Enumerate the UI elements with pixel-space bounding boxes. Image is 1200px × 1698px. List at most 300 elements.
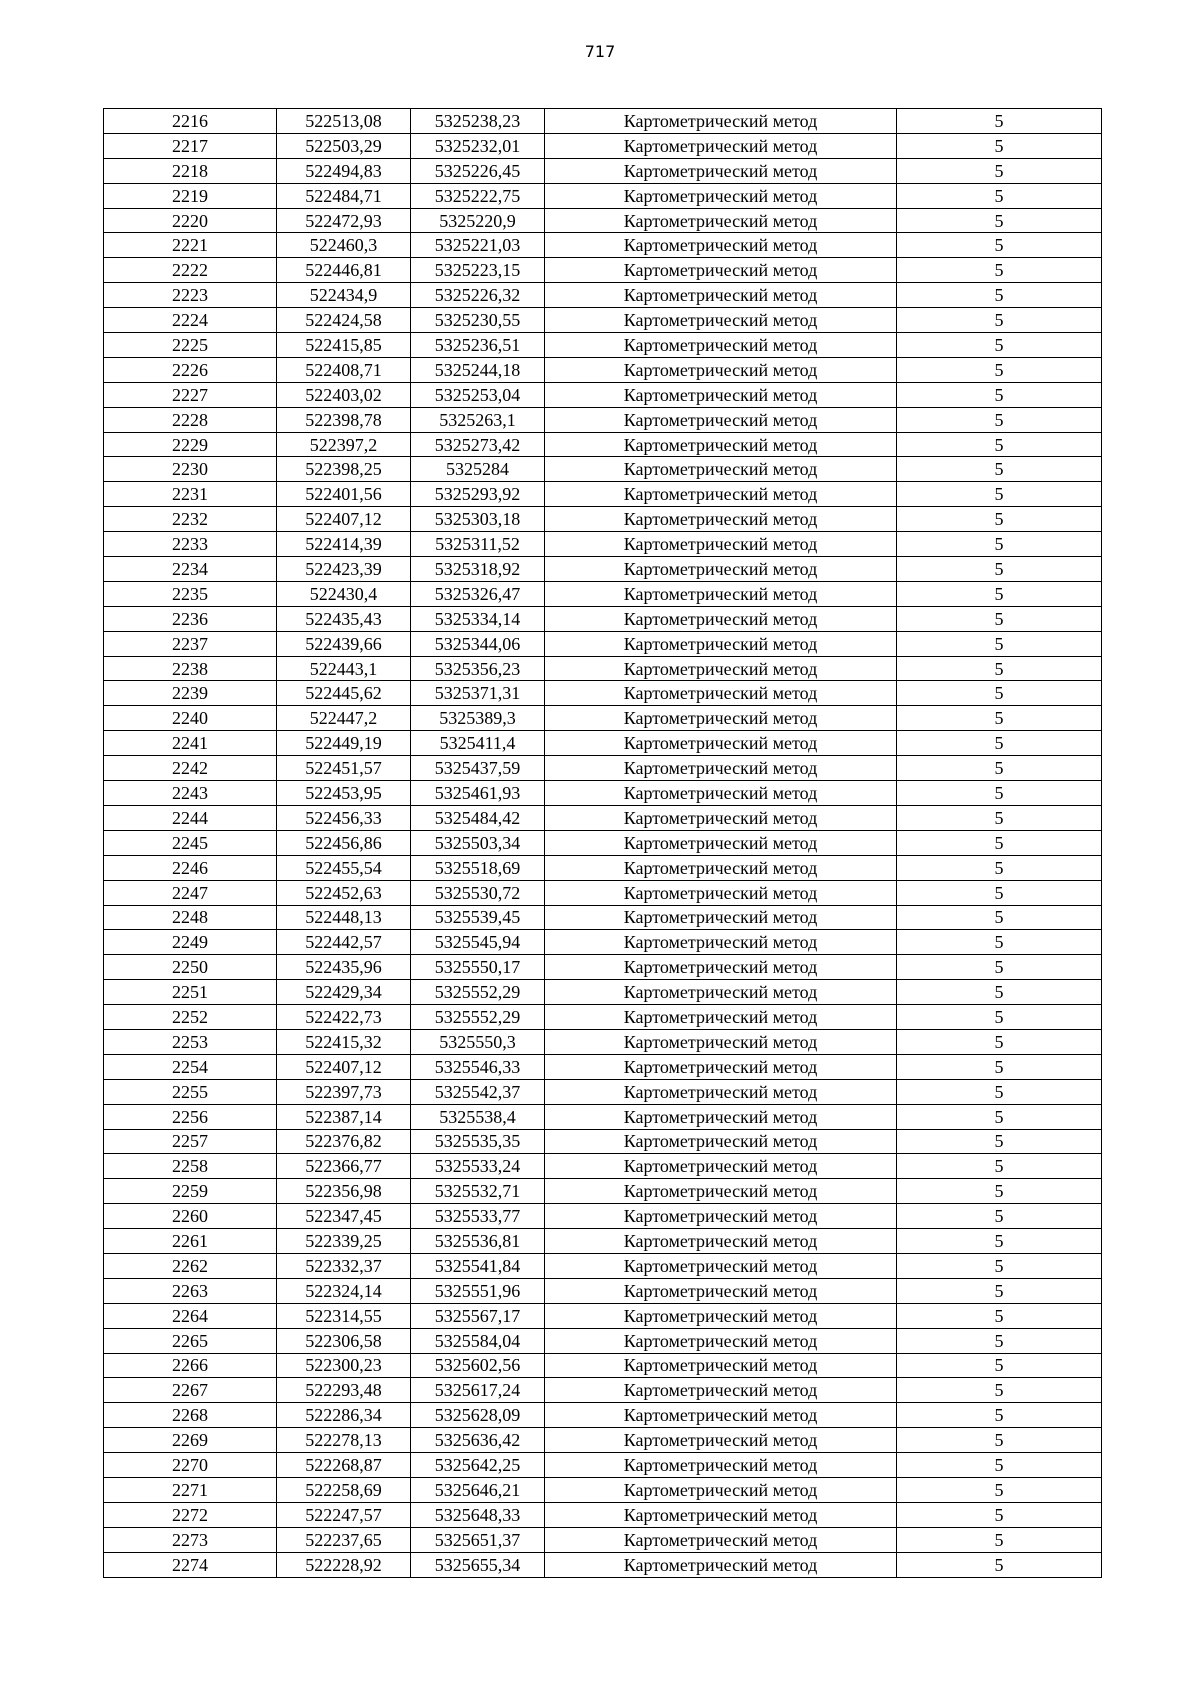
y-coordinate-cell: 5325533,24 [411, 1154, 545, 1179]
point-number-cell: 2216 [104, 109, 277, 134]
precision-cell: 5 [897, 606, 1102, 631]
y-coordinate-cell: 5325551,96 [411, 1278, 545, 1303]
point-number-cell: 2246 [104, 855, 277, 880]
table-row [104, 357, 1102, 382]
y-coordinate-cell: 5325344,06 [411, 631, 545, 656]
y-coordinate-cell: 5325226,32 [411, 283, 545, 308]
method-cell: Картометрический метод [545, 781, 897, 806]
table-row [104, 930, 1102, 955]
point-number-cell: 2239 [104, 681, 277, 706]
table-row [104, 1303, 1102, 1328]
precision-cell: 5 [897, 532, 1102, 557]
precision-cell: 5 [897, 1527, 1102, 1552]
point-number-cell: 2238 [104, 656, 277, 681]
method-cell: Картометрический метод [545, 1229, 897, 1254]
x-coordinate-cell: 522366,77 [277, 1154, 411, 1179]
y-coordinate-cell: 5325541,84 [411, 1253, 545, 1278]
method-cell: Картометрический метод [545, 333, 897, 358]
method-cell: Картометрический метод [545, 805, 897, 830]
precision-cell: 5 [897, 557, 1102, 582]
coordinates-table [103, 108, 1102, 1578]
table-row [104, 1278, 1102, 1303]
x-coordinate-cell: 522446,81 [277, 258, 411, 283]
y-coordinate-cell: 5325253,04 [411, 382, 545, 407]
x-coordinate-cell: 522408,71 [277, 357, 411, 382]
x-coordinate-cell: 522339,25 [277, 1229, 411, 1254]
precision-cell: 5 [897, 1179, 1102, 1204]
table-row [104, 980, 1102, 1005]
method-cell: Картометрический метод [545, 1253, 897, 1278]
table-row [104, 1378, 1102, 1403]
table-row [104, 1154, 1102, 1179]
method-cell: Картометрический метод [545, 1129, 897, 1154]
table-row [104, 706, 1102, 731]
point-number-cell: 2222 [104, 258, 277, 283]
y-coordinate-cell: 5325535,35 [411, 1129, 545, 1154]
table-row [104, 432, 1102, 457]
y-coordinate-cell: 5325461,93 [411, 781, 545, 806]
y-coordinate-cell: 5325484,42 [411, 805, 545, 830]
table-row [104, 333, 1102, 358]
point-number-cell: 2237 [104, 631, 277, 656]
precision-cell: 5 [897, 706, 1102, 731]
y-coordinate-cell: 5325230,55 [411, 308, 545, 333]
x-coordinate-cell: 522448,13 [277, 905, 411, 930]
point-number-cell: 2236 [104, 606, 277, 631]
method-cell: Картометрический метод [545, 532, 897, 557]
point-number-cell: 2244 [104, 805, 277, 830]
x-coordinate-cell: 522452,63 [277, 880, 411, 905]
table-row [104, 308, 1102, 333]
table-row [104, 208, 1102, 233]
point-number-cell: 2267 [104, 1378, 277, 1403]
method-cell: Картометрический метод [545, 1328, 897, 1353]
method-cell: Картометрический метод [545, 1378, 897, 1403]
table-row [104, 283, 1102, 308]
y-coordinate-cell: 5325552,29 [411, 1005, 545, 1030]
precision-cell: 5 [897, 1378, 1102, 1403]
method-cell: Картометрический метод [545, 208, 897, 233]
x-coordinate-cell: 522503,29 [277, 133, 411, 158]
point-number-cell: 2243 [104, 781, 277, 806]
precision-cell: 5 [897, 1453, 1102, 1478]
y-coordinate-cell: 5325303,18 [411, 507, 545, 532]
method-cell: Картометрический метод [545, 656, 897, 681]
coordinates-table-body [104, 109, 1102, 1578]
point-number-cell: 2256 [104, 1104, 277, 1129]
x-coordinate-cell: 522443,1 [277, 656, 411, 681]
y-coordinate-cell: 5325238,23 [411, 109, 545, 134]
precision-cell: 5 [897, 283, 1102, 308]
method-cell: Картометрический метод [545, 233, 897, 258]
method-cell: Картометрический метод [545, 930, 897, 955]
precision-cell: 5 [897, 1229, 1102, 1254]
table-row [104, 731, 1102, 756]
point-number-cell: 2274 [104, 1552, 277, 1577]
point-number-cell: 2265 [104, 1328, 277, 1353]
y-coordinate-cell: 5325334,14 [411, 606, 545, 631]
table-row [104, 905, 1102, 930]
y-coordinate-cell: 5325356,23 [411, 656, 545, 681]
x-coordinate-cell: 522415,32 [277, 1029, 411, 1054]
table-row [104, 1204, 1102, 1229]
y-coordinate-cell: 5325617,24 [411, 1378, 545, 1403]
method-cell: Картометрический метод [545, 731, 897, 756]
x-coordinate-cell: 522398,25 [277, 457, 411, 482]
precision-cell: 5 [897, 1253, 1102, 1278]
table-row [104, 1428, 1102, 1453]
y-coordinate-cell: 5325223,15 [411, 258, 545, 283]
method-cell: Картометрический метод [545, 955, 897, 980]
method-cell: Картометрический метод [545, 357, 897, 382]
precision-cell: 5 [897, 781, 1102, 806]
x-coordinate-cell: 522398,78 [277, 407, 411, 432]
method-cell: Картометрический метод [545, 382, 897, 407]
table-row [104, 1502, 1102, 1527]
method-cell: Картометрический метод [545, 681, 897, 706]
table-row [104, 1403, 1102, 1428]
point-number-cell: 2232 [104, 507, 277, 532]
point-number-cell: 2254 [104, 1054, 277, 1079]
y-coordinate-cell: 5325655,34 [411, 1552, 545, 1577]
x-coordinate-cell: 522435,43 [277, 606, 411, 631]
point-number-cell: 2223 [104, 283, 277, 308]
x-coordinate-cell: 522442,57 [277, 930, 411, 955]
precision-cell: 5 [897, 581, 1102, 606]
table-row [104, 606, 1102, 631]
x-coordinate-cell: 522332,37 [277, 1253, 411, 1278]
precision-cell: 5 [897, 457, 1102, 482]
precision-cell: 5 [897, 805, 1102, 830]
method-cell: Картометрический метод [545, 109, 897, 134]
table-row [104, 109, 1102, 134]
y-coordinate-cell: 5325552,29 [411, 980, 545, 1005]
x-coordinate-cell: 522347,45 [277, 1204, 411, 1229]
method-cell: Картометрический метод [545, 432, 897, 457]
precision-cell: 5 [897, 382, 1102, 407]
precision-cell: 5 [897, 357, 1102, 382]
point-number-cell: 2272 [104, 1502, 277, 1527]
y-coordinate-cell: 5325518,69 [411, 855, 545, 880]
point-number-cell: 2263 [104, 1278, 277, 1303]
point-number-cell: 2220 [104, 208, 277, 233]
point-number-cell: 2241 [104, 731, 277, 756]
x-coordinate-cell: 522324,14 [277, 1278, 411, 1303]
point-number-cell: 2227 [104, 382, 277, 407]
method-cell: Картометрический метод [545, 1005, 897, 1030]
precision-cell: 5 [897, 1104, 1102, 1129]
y-coordinate-cell: 5325584,04 [411, 1328, 545, 1353]
y-coordinate-cell: 5325232,01 [411, 133, 545, 158]
precision-cell: 5 [897, 631, 1102, 656]
method-cell: Картометрический метод [545, 1029, 897, 1054]
precision-cell: 5 [897, 183, 1102, 208]
precision-cell: 5 [897, 1552, 1102, 1577]
point-number-cell: 2260 [104, 1204, 277, 1229]
x-coordinate-cell: 522460,3 [277, 233, 411, 258]
y-coordinate-cell: 5325236,51 [411, 333, 545, 358]
point-number-cell: 2229 [104, 432, 277, 457]
table-row [104, 1477, 1102, 1502]
x-coordinate-cell: 522455,54 [277, 855, 411, 880]
method-cell: Картометрический метод [545, 756, 897, 781]
table-row [104, 158, 1102, 183]
x-coordinate-cell: 522439,66 [277, 631, 411, 656]
table-row [104, 880, 1102, 905]
table-row [104, 756, 1102, 781]
method-cell: Картометрический метод [545, 133, 897, 158]
precision-cell: 5 [897, 955, 1102, 980]
point-number-cell: 2226 [104, 357, 277, 382]
table-row [104, 382, 1102, 407]
x-coordinate-cell: 522449,19 [277, 731, 411, 756]
point-number-cell: 2261 [104, 1229, 277, 1254]
x-coordinate-cell: 522314,55 [277, 1303, 411, 1328]
y-coordinate-cell: 5325536,81 [411, 1229, 545, 1254]
method-cell: Картометрический метод [545, 183, 897, 208]
y-coordinate-cell: 5325437,59 [411, 756, 545, 781]
table-row [104, 855, 1102, 880]
x-coordinate-cell: 522286,34 [277, 1403, 411, 1428]
point-number-cell: 2235 [104, 581, 277, 606]
precision-cell: 5 [897, 880, 1102, 905]
x-coordinate-cell: 522429,34 [277, 980, 411, 1005]
precision-cell: 5 [897, 407, 1102, 432]
point-number-cell: 2233 [104, 532, 277, 557]
table-row [104, 1552, 1102, 1577]
x-coordinate-cell: 522356,98 [277, 1179, 411, 1204]
method-cell: Картометрический метод [545, 308, 897, 333]
x-coordinate-cell: 522258,69 [277, 1477, 411, 1502]
table-row [104, 507, 1102, 532]
table-row [104, 1179, 1102, 1204]
method-cell: Картометрический метод [545, 1054, 897, 1079]
table-row [104, 656, 1102, 681]
y-coordinate-cell: 5325532,71 [411, 1179, 545, 1204]
table-row [104, 482, 1102, 507]
point-number-cell: 2228 [104, 407, 277, 432]
point-number-cell: 2249 [104, 930, 277, 955]
y-coordinate-cell: 5325567,17 [411, 1303, 545, 1328]
precision-cell: 5 [897, 158, 1102, 183]
precision-cell: 5 [897, 1328, 1102, 1353]
point-number-cell: 2225 [104, 333, 277, 358]
point-number-cell: 2259 [104, 1179, 277, 1204]
x-coordinate-cell: 522435,96 [277, 955, 411, 980]
y-coordinate-cell: 5325530,72 [411, 880, 545, 905]
table-row [104, 1253, 1102, 1278]
method-cell: Картометрический метод [545, 1477, 897, 1502]
precision-cell: 5 [897, 258, 1102, 283]
precision-cell: 5 [897, 432, 1102, 457]
table-row [104, 1054, 1102, 1079]
point-number-cell: 2271 [104, 1477, 277, 1502]
y-coordinate-cell: 5325371,31 [411, 681, 545, 706]
x-coordinate-cell: 522407,12 [277, 1054, 411, 1079]
y-coordinate-cell: 5325539,45 [411, 905, 545, 930]
precision-cell: 5 [897, 905, 1102, 930]
method-cell: Картометрический метод [545, 1403, 897, 1428]
precision-cell: 5 [897, 1054, 1102, 1079]
x-coordinate-cell: 522472,93 [277, 208, 411, 233]
point-number-cell: 2269 [104, 1428, 277, 1453]
y-coordinate-cell: 5325389,3 [411, 706, 545, 731]
table-row [104, 407, 1102, 432]
precision-cell: 5 [897, 1428, 1102, 1453]
point-number-cell: 2264 [104, 1303, 277, 1328]
precision-cell: 5 [897, 482, 1102, 507]
precision-cell: 5 [897, 308, 1102, 333]
y-coordinate-cell: 5325648,33 [411, 1502, 545, 1527]
y-coordinate-cell: 5325636,42 [411, 1428, 545, 1453]
method-cell: Картометрический метод [545, 905, 897, 930]
method-cell: Картометрический метод [545, 606, 897, 631]
point-number-cell: 2252 [104, 1005, 277, 1030]
method-cell: Картометрический метод [545, 557, 897, 582]
table-row [104, 1453, 1102, 1478]
precision-cell: 5 [897, 109, 1102, 134]
x-coordinate-cell: 522407,12 [277, 507, 411, 532]
point-number-cell: 2224 [104, 308, 277, 333]
x-coordinate-cell: 522397,73 [277, 1079, 411, 1104]
precision-cell: 5 [897, 133, 1102, 158]
page-number: 717 [584, 42, 616, 61]
method-cell: Картометрический метод [545, 1453, 897, 1478]
point-number-cell: 2219 [104, 183, 277, 208]
table-row [104, 1079, 1102, 1104]
precision-cell: 5 [897, 208, 1102, 233]
x-coordinate-cell: 522237,65 [277, 1527, 411, 1552]
method-cell: Картометрический метод [545, 1303, 897, 1328]
precision-cell: 5 [897, 930, 1102, 955]
point-number-cell: 2262 [104, 1253, 277, 1278]
y-coordinate-cell: 5325628,09 [411, 1403, 545, 1428]
precision-cell: 5 [897, 1477, 1102, 1502]
point-number-cell: 2221 [104, 233, 277, 258]
y-coordinate-cell: 5325311,52 [411, 532, 545, 557]
table-row [104, 631, 1102, 656]
precision-cell: 5 [897, 1502, 1102, 1527]
x-coordinate-cell: 522278,13 [277, 1428, 411, 1453]
point-number-cell: 2247 [104, 880, 277, 905]
x-coordinate-cell: 522268,87 [277, 1453, 411, 1478]
table-row [104, 805, 1102, 830]
y-coordinate-cell: 5325538,4 [411, 1104, 545, 1129]
x-coordinate-cell: 522430,4 [277, 581, 411, 606]
method-cell: Картометрический метод [545, 158, 897, 183]
x-coordinate-cell: 522376,82 [277, 1129, 411, 1154]
method-cell: Картометрический метод [545, 1353, 897, 1378]
precision-cell: 5 [897, 681, 1102, 706]
precision-cell: 5 [897, 855, 1102, 880]
precision-cell: 5 [897, 1353, 1102, 1378]
table-row [104, 1353, 1102, 1378]
method-cell: Картометрический метод [545, 706, 897, 731]
table-row [104, 532, 1102, 557]
point-number-cell: 2231 [104, 482, 277, 507]
x-coordinate-cell: 522414,39 [277, 532, 411, 557]
point-number-cell: 2255 [104, 1079, 277, 1104]
point-number-cell: 2251 [104, 980, 277, 1005]
precision-cell: 5 [897, 1204, 1102, 1229]
method-cell: Картометрический метод [545, 830, 897, 855]
precision-cell: 5 [897, 1154, 1102, 1179]
y-coordinate-cell: 5325533,77 [411, 1204, 545, 1229]
y-coordinate-cell: 5325646,21 [411, 1477, 545, 1502]
y-coordinate-cell: 5325222,75 [411, 183, 545, 208]
y-coordinate-cell: 5325503,34 [411, 830, 545, 855]
x-coordinate-cell: 522434,9 [277, 283, 411, 308]
table-row [104, 183, 1102, 208]
method-cell: Картометрический метод [545, 1104, 897, 1129]
table-row [104, 557, 1102, 582]
precision-cell: 5 [897, 507, 1102, 532]
x-coordinate-cell: 522403,02 [277, 382, 411, 407]
point-number-cell: 2230 [104, 457, 277, 482]
table-row [104, 781, 1102, 806]
point-number-cell: 2245 [104, 830, 277, 855]
method-cell: Картометрический метод [545, 581, 897, 606]
x-coordinate-cell: 522484,71 [277, 183, 411, 208]
method-cell: Картометрический метод [545, 507, 897, 532]
precision-cell: 5 [897, 1278, 1102, 1303]
method-cell: Картометрический метод [545, 407, 897, 432]
x-coordinate-cell: 522228,92 [277, 1552, 411, 1577]
table-row [104, 133, 1102, 158]
point-number-cell: 2268 [104, 1403, 277, 1428]
point-number-cell: 2270 [104, 1453, 277, 1478]
table-row [104, 233, 1102, 258]
method-cell: Картометрический метод [545, 1527, 897, 1552]
point-number-cell: 2217 [104, 133, 277, 158]
method-cell: Картометрический метод [545, 1428, 897, 1453]
y-coordinate-cell: 5325263,1 [411, 407, 545, 432]
point-number-cell: 2266 [104, 1353, 277, 1378]
method-cell: Картометрический метод [545, 1179, 897, 1204]
y-coordinate-cell: 5325284 [411, 457, 545, 482]
x-coordinate-cell: 522387,14 [277, 1104, 411, 1129]
method-cell: Картометрический метод [545, 1552, 897, 1577]
precision-cell: 5 [897, 1005, 1102, 1030]
x-coordinate-cell: 522453,95 [277, 781, 411, 806]
table-row [104, 1029, 1102, 1054]
x-coordinate-cell: 522306,58 [277, 1328, 411, 1353]
y-coordinate-cell: 5325273,42 [411, 432, 545, 457]
y-coordinate-cell: 5325411,4 [411, 731, 545, 756]
y-coordinate-cell: 5325546,33 [411, 1054, 545, 1079]
x-coordinate-cell: 522397,2 [277, 432, 411, 457]
precision-cell: 5 [897, 1303, 1102, 1328]
y-coordinate-cell: 5325318,92 [411, 557, 545, 582]
y-coordinate-cell: 5325651,37 [411, 1527, 545, 1552]
x-coordinate-cell: 522494,83 [277, 158, 411, 183]
method-cell: Картометрический метод [545, 283, 897, 308]
precision-cell: 5 [897, 333, 1102, 358]
method-cell: Картометрический метод [545, 258, 897, 283]
table-row [104, 457, 1102, 482]
x-coordinate-cell: 522456,33 [277, 805, 411, 830]
point-number-cell: 2248 [104, 905, 277, 930]
table-row [104, 581, 1102, 606]
y-coordinate-cell: 5325542,37 [411, 1079, 545, 1104]
y-coordinate-cell: 5325244,18 [411, 357, 545, 382]
x-coordinate-cell: 522300,23 [277, 1353, 411, 1378]
x-coordinate-cell: 522422,73 [277, 1005, 411, 1030]
point-number-cell: 2240 [104, 706, 277, 731]
point-number-cell: 2218 [104, 158, 277, 183]
x-coordinate-cell: 522451,57 [277, 756, 411, 781]
table-row [104, 830, 1102, 855]
